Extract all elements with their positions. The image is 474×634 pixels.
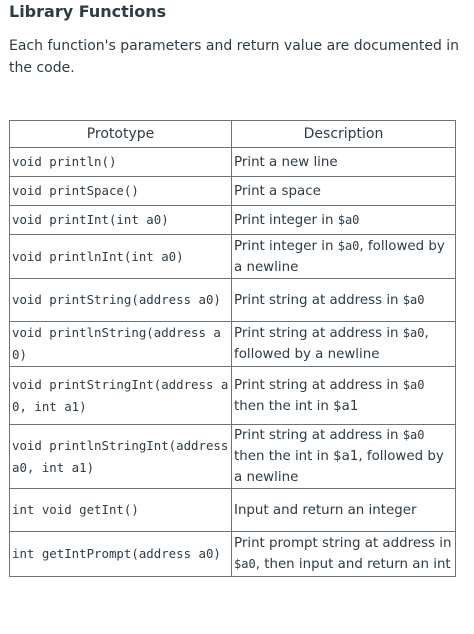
intro-paragraph: Each function's parameters and return value are documented in the code. [9, 38, 460, 76]
prototype-cell: void printSpace() [10, 177, 232, 206]
description-text: Print string at address in [234, 428, 403, 443]
register-code: $a0 [234, 557, 256, 571]
prototype-cell: int void getInt() [10, 489, 232, 532]
description-text: Print string at address in [234, 292, 403, 308]
register-code: $a0 [402, 428, 425, 442]
column-header-prototype: Prototype [10, 121, 232, 148]
prototype-cell: void printString(address a0) [10, 279, 232, 322]
description-cell [232, 279, 456, 322]
prototype-cell: void println() [10, 148, 232, 177]
table-row [10, 532, 456, 577]
column-header-description: Description [232, 121, 456, 148]
description-text: then the int in $a1, followed by a newline [234, 449, 444, 485]
description-cell [232, 489, 456, 532]
description-text: Input and return an integer [234, 502, 417, 518]
description-text: then the int in $a1 [234, 398, 359, 414]
description-cell [232, 206, 456, 235]
description-text: Print integer in [234, 212, 338, 228]
description-cell [232, 148, 456, 177]
register-code: $a0 [402, 292, 425, 307]
description-cell [232, 425, 456, 489]
description-text: , then input and return an int [255, 557, 451, 572]
prototype-cell: void printlnStringInt(address a0, int a1) [10, 425, 232, 489]
library-functions-table [9, 120, 456, 577]
register-code: $a0 [337, 238, 360, 253]
register-code: $a0 [402, 326, 425, 340]
register-code: $a0 [402, 377, 425, 392]
description-text: Print string at address in [234, 326, 403, 341]
description-cell [232, 235, 456, 279]
description-cell [232, 322, 456, 367]
description-cell [232, 177, 456, 206]
description-cell [232, 367, 456, 425]
description-text: Print a space [234, 183, 321, 199]
table-header-row [10, 121, 456, 148]
prototype-cell: void printlnString(address a0) [10, 322, 232, 367]
page-content [9, 0, 465, 572]
description-text: Print string at address in [234, 377, 403, 393]
description-cell [232, 532, 456, 577]
prototype-cell: void printlnInt(int a0) [10, 235, 232, 279]
description-text: Print integer in [234, 238, 338, 254]
table-body [10, 148, 456, 577]
prototype-cell: void printInt(int a0) [10, 206, 232, 235]
table-row [10, 148, 456, 177]
table-row [10, 177, 456, 206]
table-row [10, 489, 456, 532]
description-text: , followed by a newline [234, 326, 429, 362]
page-title: Library Functions [9, 2, 167, 21]
description-text: Print a new line [234, 154, 338, 170]
table-row [10, 367, 456, 425]
table-row [10, 425, 456, 489]
description-text: Print prompt string at address in [234, 536, 452, 551]
table-row [10, 322, 456, 367]
register-code: $a0 [337, 212, 360, 227]
prototype-cell: int getIntPrompt(address a0) [10, 532, 232, 577]
prototype-cell: void printStringInt(address a0, int a1) [10, 367, 232, 425]
description-text: , followed by a newline [234, 238, 445, 275]
table-row [10, 279, 456, 322]
table-row [10, 206, 456, 235]
table-row [10, 235, 456, 279]
